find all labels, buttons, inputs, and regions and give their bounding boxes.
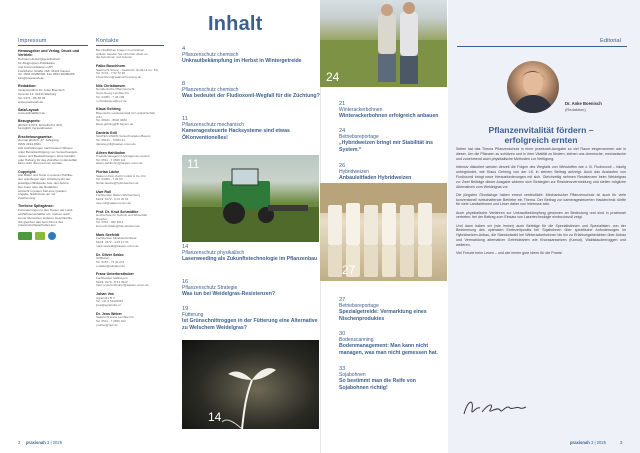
contact-text: Produktmanagerin Hybridgerste/-weizen Tel. 0511 - 7 2666 114 aileen.hahlbohm@saaten-union.de: [96, 153, 150, 166]
impressum-block: [18, 119, 84, 131]
toc-category: Betriebsreportage: [339, 303, 379, 310]
toc-page-number: 4: [182, 46, 186, 52]
contact-entry: [96, 312, 164, 328]
contact-entry: [96, 170, 164, 186]
author-signature: [460, 396, 530, 418]
toc-page-number: 8: [182, 81, 186, 87]
bottles-photo: [320, 183, 447, 281]
contact-text: Bayerische Landesanstalt für Landwirtschaft (LfL) Tel. 08161 - 8640 3683 klaus.gehring@lfl.bayern.de: [96, 110, 155, 126]
toc-page-number: 16: [182, 279, 189, 285]
toc-title: Anbauleitfaden Hybridweizen: [339, 175, 412, 182]
toc-category: Pflanzenschutz chemisch: [182, 87, 239, 94]
contact-text: Fachberater Baden-Württemberg Mobil: 0172 - 6 02 36 91 uwe.roll@saaten-union.de: [96, 193, 141, 205]
editorial-title: [456, 125, 626, 146]
toc-entry[interactable]: [339, 366, 447, 391]
contact-entry: [96, 210, 164, 229]
editorial-body: [456, 147, 626, 259]
contact-text: Saatzucht Hans Lembke KG Tel. 0511 - 7 2666 102 j.weber@npz.de: [96, 315, 134, 327]
toc-category: Pflanzenschutz Strategie: [182, 285, 238, 292]
contact-name: Mark Seefeldt: [96, 233, 120, 238]
page-number-right: 3: [620, 440, 623, 445]
editorial-rule: [457, 46, 627, 47]
toc-page-number: 30: [339, 331, 346, 337]
toc-page-number: 24: [339, 128, 346, 134]
impressum-block-text: Formulierungen in den Texten wie Land- wirt/Wissenschaftler etc. meinen auch immer Menschen anderen Geschlechts. Wir gleichen das beim Druck des praxisnah-Papierheftes aus.: [18, 207, 74, 228]
kontakte-rule: [96, 45, 164, 46]
footer-issue: 3 | 2025: [590, 440, 607, 445]
author-role: (Redaktion): [565, 107, 586, 112]
footer-brand: praxisnah: [570, 440, 590, 445]
seedling-photo: [182, 340, 319, 429]
impressum-rule: [18, 45, 88, 46]
toc-entry[interactable]: [339, 163, 447, 182]
contact-entry: [96, 253, 164, 269]
impressum-block-heading: Bezugspreis:: [18, 119, 41, 124]
kontakte-column: [96, 49, 164, 332]
contact-text: Fachberater Mitteldeutschland Mobil: 0172 - 4 03 17 70 mark.seefeldt@saaten-union.de: [96, 236, 139, 248]
impressum-block-heading: Erscheinungsweise:: [18, 134, 53, 139]
contact-entry: [96, 233, 164, 249]
page-number-left: 2: [18, 440, 21, 445]
contact-entry: [96, 84, 164, 103]
toc-title: Ist Grünschnittroggen in der Fütterung eine Alternative zu Welschem Weidelgras?: [182, 318, 318, 331]
impressum-block: [18, 49, 84, 81]
contact-entry: [96, 151, 164, 167]
toc-title: So bestimmt man die Reife von Sojabohnen richtig!: [339, 378, 416, 391]
contact-text: Bei inhaltlichen Fragen zu einzelnen Artikeln wenden Sie sich bitte direkt an die Autorinnen und Autoren.: [96, 48, 148, 60]
contact-name: Daniela Grill: [96, 130, 117, 135]
tractor-photo: [182, 155, 319, 242]
editorial-title-line: Pflanzenvitalität fördern –: [488, 125, 594, 135]
toc-title: Winterackerbohnen erfolgreich anbauen: [339, 113, 439, 120]
toc-category: Bodenscanning: [339, 337, 374, 344]
bottles-illustration: [320, 183, 447, 281]
impressum-block-heading: Tierliche Spitzgänse:: [18, 204, 54, 209]
impressum-column: [18, 49, 84, 240]
contact-entry: [96, 49, 164, 60]
toc-title: Was tun bei Weidelgras-Resistenzen?: [182, 291, 276, 298]
toc-category: Betriebsreportage: [339, 134, 379, 141]
contact-text: SAATEN-UNION Versuchsstation Bayern Tel. 08141 - 72933 31 daniela.grill@saaten-union.de: [96, 134, 151, 146]
toc-category: Pflanzenschutz mechanisch: [182, 122, 244, 129]
certification-logos: [18, 232, 84, 240]
toc-entry[interactable]: [182, 244, 320, 263]
toc-page-number: 21: [339, 101, 346, 107]
seal-logo-icon: [48, 232, 56, 240]
impressum-block: [18, 108, 84, 116]
toc-entry[interactable]: [182, 116, 320, 141]
contact-name: Prof. Dr. Knut Schmidtke: [96, 209, 139, 214]
toc-page-number: 11: [182, 116, 188, 122]
contact-name: Dr. Oliver Sekko: [96, 252, 124, 257]
impressum-block-heading: Copyright:: [18, 169, 37, 174]
toc-title: Kameragesteuerte Hacksysteme sind etwas ÖKonventionelles!: [182, 128, 290, 141]
toc-title: Bodenmanagement: Man kann nicht managen, was man nicht gemessen hat.: [339, 343, 438, 356]
toc-category: Winterackerbohnen: [339, 107, 383, 114]
toc-entry[interactable]: [182, 81, 320, 100]
impressum-block-text: jährlich 9,60 €, Einzelheft 2,40 €, bezüglich Versandkosten: [18, 122, 63, 131]
impressum-block-text: Verantwortlich: Dr. Anke Boenisch Groenlo 12, 34414 Warburg Tel. 0171 - 85 36 04 www.praxisnah.de: [18, 87, 65, 104]
toc-entry[interactable]: [339, 128, 447, 153]
editorial-heading: Editorial: [600, 38, 621, 44]
contact-name: Franz Unterforsthuber: [96, 272, 134, 277]
contact-name: Uwe Roll: [96, 189, 112, 194]
contact-name: Klaus Gehring: [96, 107, 121, 112]
toc-title: Was bedeutet der Fludioxonil-Wegfall für die Züchtung?: [182, 93, 320, 100]
author-name: Dr. Anke Boenisch: [565, 101, 602, 106]
footer-left: [26, 440, 62, 445]
photo-page-label: 24: [326, 70, 340, 84]
field-photo: [320, 0, 447, 87]
editorial-paragraph: Selten hat das Thema Pflanzenschutz in einer praxisnah-Ausgabe so viel Raum eingenommen wie in dieser. Um die Pflanzen zu schützen und in ihrer Vitalität zu fördern, stehen uns chemische, mechanische und zunehmend auch physikalische Methoden zur Verfügung.: [456, 147, 626, 161]
portrait-illustration: [507, 61, 559, 113]
toc-title: Laserweeding als Zukunftstechnologie im Pflanzenbau: [182, 256, 318, 263]
impressum-block-heading: Redaktion:: [18, 84, 37, 89]
contact-entry: [96, 190, 164, 206]
footer-issue: 3 | 2025: [46, 440, 63, 445]
editorial-title-line: erfolgreich ernten: [504, 135, 578, 146]
kontakte-heading: Kontakte: [96, 38, 119, 44]
contact-entry: [96, 64, 164, 80]
toc-page-number: 33: [339, 366, 346, 372]
toc-entry[interactable]: [182, 279, 320, 298]
contact-name: Dr. Jens Weber: [96, 311, 122, 316]
toc-page-number: 19: [182, 306, 189, 312]
page-title: Inhalt: [208, 13, 263, 35]
toc-title: Unkrautbekämpfung im Herbst in Wintergetreide: [182, 58, 302, 65]
impressum-block-text: www.alphaEffect.de: [18, 111, 46, 116]
contact-text: SOBIAlert Tel. 0157 - 73 40 272 o.sekko@sobialert.de: [96, 256, 125, 268]
impressum-block-heading: Satz/Layout:: [18, 107, 40, 112]
toc-page-number: 27: [339, 297, 346, 303]
impressum-block: [18, 204, 84, 228]
contact-text: Saaten-Union Zucht GmbH & Co. KG Tel. 04351 - 7 36 63 florian.laecke@hybridweizen.de: [96, 173, 146, 186]
contact-name: Florian Läcke: [96, 170, 120, 175]
editorial-paragraph: Viel Freude beim Lesen – und wie immer gute Ideen für die Praxis!: [456, 251, 563, 256]
editorial-paragraph: Auch physikalische Verfahren zur Unkrautbekämpfung gewinnen an Bedeutung und sind in praxisnah vertreten; bei der Beitrag zum Einsatz von Lasertechnologie eindrucksvoll zeigt.: [456, 210, 626, 220]
toc-page-number: 26: [339, 163, 346, 169]
contact-text: Norddeutsche Pflanzenzucht Hans-Georg Lembke KG Tel. 04351 - 7 36 109 n.christiansen@npz.de: [96, 87, 135, 103]
contact-entry: [96, 131, 164, 147]
contact-text: Hochschule für Technik und Wirtschaft Dresden Tel. 0351 - 462 3011 knut.schmidtke@htw-dresden.de: [96, 213, 147, 229]
contact-entry: [96, 292, 164, 308]
impressum-block-heading: Herausgeber und Verlag, Druck und Vertrieb:: [18, 49, 80, 58]
editorial-paragraph: Die jüngsten Ökodialoge haben erneut verdeutlicht: Mechanischer Pflanzenschutz ist auch für viele konventionell wirtschaftende Betriebe ein Thema. Der Beitrag zur kameragesteuerten Hacktechnik dürfte für viele Landwirtinnen und Leser daher von Interesse sein.: [456, 192, 626, 207]
toc-entry[interactable]: [339, 101, 447, 120]
climate-logo-icon: [18, 232, 32, 240]
contact-text: Saatzucht Streng - Saatzucht GmbH & Co. KG Tel. 0172 - 7 52 72 36 f.buschhorn@saatzucht-streng.de: [96, 67, 159, 80]
contact-name: Aileen Hahlbohm: [96, 150, 126, 155]
contact-name: Nils Christiansen: [96, 84, 126, 88]
contact-name: Johan Vos: [96, 292, 114, 297]
tractor-illustration: [182, 155, 319, 242]
editorial-paragraph: Intensiv diskutiert werden derzeit die Folgen des Wegfalls von Wirkstoffen wie z. B. Fludioxonil – häufig unbegründet, wie Klaus Gehring von der LfL in seinem Beitrag aufzeigt. Auch das Auslaufen von Fludioxonil bringt neue Herausforderungen mit sich. Gleichzeitig nehmen Resistenzen beim Weidelgras zu: Zwei Beiträge dieser Ausgabe widmen sich Strategien zur Resistenzvermeidung und stellen mögliche Alternativen zum Weidelgras vor.: [456, 164, 626, 189]
toc-category: Sojabohnen: [339, 372, 366, 379]
toc-entry[interactable]: [182, 46, 320, 65]
photo-page-label: 14: [208, 410, 222, 424]
photo-page-label: 11: [187, 157, 200, 171]
toc-category: Hybridweizen: [339, 169, 370, 176]
toc-entry[interactable]: [182, 306, 320, 331]
impressum-block-text: viermal jährlich. 37. Jahrgang. ISSN 2194-8321 Alle Ausführungen nach bestem Wissen unter Berücksichtigung von Versuchsergeb- nissen und Beobachtungen. Eine Gewähr oder Haftung für das Zutreffen im Einzelfall kann nicht übernommen werden.: [18, 137, 78, 166]
paper-logo-icon: [35, 232, 45, 240]
contact-entry: [96, 272, 164, 288]
editorial-paragraph: Und dann haben wir (wie immer) auch Beiträge für die Spezialistinnen und Spezialisten: von der Bestimmung des optimalen Erntezeitpunkts bei Sojabohnen über spezifische Anforderungen im Hybridweizen-Anbau, die Standortwahl bei Winterackerbohnen bis hin zu Erfahrungsberichten über Anbau und Vermarktung alternativer Getreidearten wie Khorasanweizen (Kamut), Waldstaudenroggen und weiteren.: [456, 223, 626, 248]
impressum-block-text: Hofmann Zeitungsgesellschaft für Zielgruppen-Publikation und Kommunikation mbH Frankfurter Straße 168, 34121 Kassel Tel. 0561 60280490, Fax 0561 60280499 info@praxisnah.de: [18, 56, 75, 81]
toc-entry[interactable]: [339, 297, 447, 322]
toc-page-number: 14: [182, 244, 189, 250]
author-portrait: [507, 61, 559, 113]
impressum-block: [18, 84, 84, 104]
footer-brand: praxisnah: [26, 440, 46, 445]
toc-category: Pflanzenschutz chemisch: [182, 52, 239, 59]
impressum-block: [18, 170, 84, 202]
photo-page-label: 27: [342, 263, 356, 277]
contact-name: Falko Buschhorn: [96, 64, 126, 69]
toc-category: Pflanzenschutz physikalisch: [182, 250, 245, 257]
contact-text: Agrarinfra B.V. Tel. +31 6 51234567 jvos@agrarinfra.nl: [96, 295, 124, 307]
toc-category: Fütterung: [182, 312, 204, 319]
impressum-block: [18, 135, 84, 167]
toc-title: „Hybridweizen bringt mir Stabilität ins System.“: [339, 140, 433, 153]
impressum-heading: Impressum: [18, 38, 47, 44]
toc-title: Spezialgetreide: Vermarktung eines Nischenproduktes: [339, 309, 427, 322]
contact-entry: [96, 107, 164, 126]
footer-right: [570, 440, 606, 445]
impressum-block-text: Alle Bilder und Texte in unserer Publika- tion unterliegen dem Urheberrecht der jeweiligen Bildquelle bzw. des Autors. Der Autor oder die Redaktion wünscht in jedem Fall eine Quellen- angabe. Nachdruck nur mit Zustimmung.: [18, 172, 73, 201]
contact-text: Fachberater Südbayern Mobil: 0170 - 8 53 3943 franz.unterforsthuber@saaten-union.de: [96, 275, 149, 288]
seedling-illustration: [182, 340, 319, 429]
toc-entry[interactable]: [339, 331, 447, 356]
